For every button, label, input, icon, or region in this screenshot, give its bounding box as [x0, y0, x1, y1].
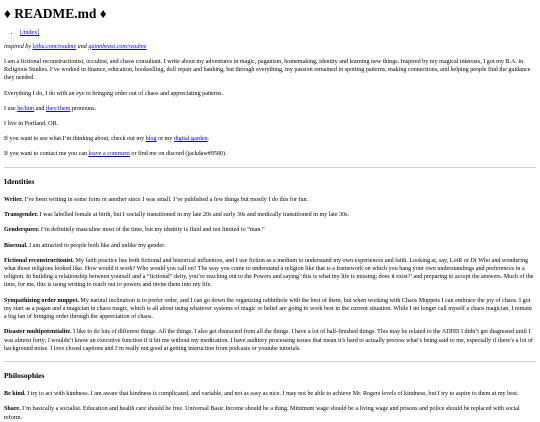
- identity-item-bisexual: [4, 242, 536, 250]
- inspired-and: and: [76, 43, 89, 50]
- inspired-by-line: [4, 43, 536, 51]
- identity-text: I am attracted to people both like and unlike my gender.: [27, 242, 166, 249]
- nav-item-index: [20, 29, 536, 37]
- pronouns-and: and: [34, 105, 46, 112]
- identity-text: I’m definitely masculine most of the time, but my identity is fluid and not limited to “man.”: [39, 227, 265, 234]
- philosophy-label: Be kind.: [4, 391, 26, 398]
- thinking-suffix: .: [207, 136, 210, 143]
- identity-text: My faith practice has both fictional and historical influences, and I use fiction as a medium to understand my own experiences and faith. Looking at, say, LotR or Dr Who and wondering what those religions looked like. How would it work? Who would you call on? The way you come to understand a religion like that is a framework on which you hang your own understandings and preferences in a religion. In building a relationship between yourself and a “fictional” deity, you’re reaching out to the Powers and saying ‘this is what my life is missing; does it exist?’ and preparing to accept the answers. Much of the time, for me, this is using writing to reach out to powers and invite them into my life.: [4, 257, 534, 289]
- identity-item-order-muppet: [4, 297, 536, 322]
- pronouns-paragraph: [4, 105, 536, 113]
- identity-item-multipotentialite: [4, 328, 536, 353]
- identity-label: Writer.: [4, 196, 23, 203]
- pronoun-link-he-him[interactable]: he/him: [17, 105, 35, 112]
- intro-paragraph: I am a fictional reconstructionist, occultist, and chaos consultant. I write about my adventures in magic, paganism, homemaking, identity and learning new things. Inspired by my magical interests, I got my B.A. in Religious Studies. I’ve worked in finance, education, bookselling, doll repair and banking, but through everything, my passion remained in spotting patterns, making connections, and helping people find the guidance they needed.: [4, 58, 531, 82]
- mission-paragraph: Everything I do, I do with an eye to bringing order out of chaos and appreciating patterns.: [4, 90, 223, 97]
- section-divider: [4, 361, 536, 362]
- identity-text: I’ve been writing in some form or another since I was small. I’ve published a few things but mostly I do this for fun.: [22, 196, 309, 203]
- thinking-paragraph: [4, 135, 536, 143]
- pronoun-link-they-them[interactable]: they/them: [46, 105, 71, 112]
- philosophies-heading: Philosophies: [4, 371, 45, 381]
- identity-item-transgender: [4, 211, 536, 219]
- philosophy-item-share: [4, 405, 536, 421]
- inspired-link-lethu[interactable]: lethu.com/readme: [32, 43, 77, 50]
- identity-label: Bisexual.: [4, 242, 28, 249]
- contact-prefix: If you want to contact me you can: [4, 151, 89, 158]
- identity-label: Genderqueer.: [4, 227, 40, 234]
- pronouns-prefix: I use: [4, 105, 18, 112]
- identity-text: My natural inclination is to prefer order, and I can go down the organizing rabbithole with the best of them, but when working with Chaos Muppets I can embrace the joy of chaos. I got my start as a pagan and a magician in chaos magic, which is all about using whatever systems of magic or belief are going to work best in the current situation. While I no longer call myself a chaos magician, I remain a big fan of bringing order through the appreciation of chaos.: [4, 297, 532, 321]
- identity-label: Fictional reconstructionist.: [4, 257, 74, 264]
- section-divider: [4, 167, 536, 168]
- blog-link[interactable]: blog: [145, 136, 157, 143]
- contact-suffix: or find me on discord (jackdaw#9580).: [129, 151, 227, 158]
- nav-list: [4, 29, 536, 37]
- identity-label: Sympathizing order muppet.: [4, 297, 79, 304]
- leave-comment-link[interactable]: leave a comment: [88, 151, 130, 158]
- inspired-prefix: inspired by: [4, 43, 33, 50]
- philosophy-text: I try to act with kindness. I am aware that kindness is complicated, and variable, and not as easy as nice. I may not be able to achieve Mr. Rogers levels of kindness, but I try to aspire to them at my best.: [25, 391, 519, 398]
- identity-item-genderqueer: [4, 226, 536, 234]
- identity-item-writer: [4, 196, 536, 204]
- philosophy-text: I’m basically a socialist. Education and health care should be free. Universal Basic Income should be a thing. Minimum wage should be a living wage and prisons and police should be replaced with social reform.: [4, 406, 520, 421]
- inspired-link-quinnbeast[interactable]: quinnbeast.com/readme: [88, 43, 147, 50]
- identity-label: Transgender.: [4, 212, 39, 219]
- identities-heading: Identities: [4, 176, 35, 186]
- philosophy-item-be-kind: [4, 390, 536, 398]
- identity-text: I was labelled female at birth, but I socially transitioned in my late 20s and early 30s and medically transitioned in my late 30s.: [38, 212, 350, 219]
- philosophy-label: Share.: [4, 406, 21, 413]
- identity-item-fictional-reconstructionist: [4, 257, 536, 290]
- index-link[interactable]: [/index]: [20, 29, 40, 36]
- identity-label: Disaster multipotentialite.: [4, 329, 72, 336]
- contact-paragraph: [4, 150, 536, 158]
- pronouns-suffix: pronouns.: [70, 105, 97, 112]
- location-paragraph: I live in Portland, OR.: [4, 121, 59, 128]
- page-title: ♦ README.md ♦: [4, 6, 107, 21]
- digital-garden-link[interactable]: digital garden: [173, 136, 208, 143]
- thinking-or: or my: [156, 136, 174, 143]
- thinking-prefix: If you want to see what I’m thinking about, check out my: [4, 136, 146, 143]
- identity-text: I like to do lots of different things. All the things. I also get distracted from all the things. I have a lot of half-finished things. This may be related to the ADHD I didn’t get diagnosed until I was almost forty; I wouldn’t know an executive function if it bit me without my medication. I have auditory processing issues that mean it’s hard to actually process what’s being said to me, especially if there’s a lot of background noise. I love closed captions and I’m really not good at getting instruction from podcasts or youtube tutorials.: [4, 329, 533, 352]
